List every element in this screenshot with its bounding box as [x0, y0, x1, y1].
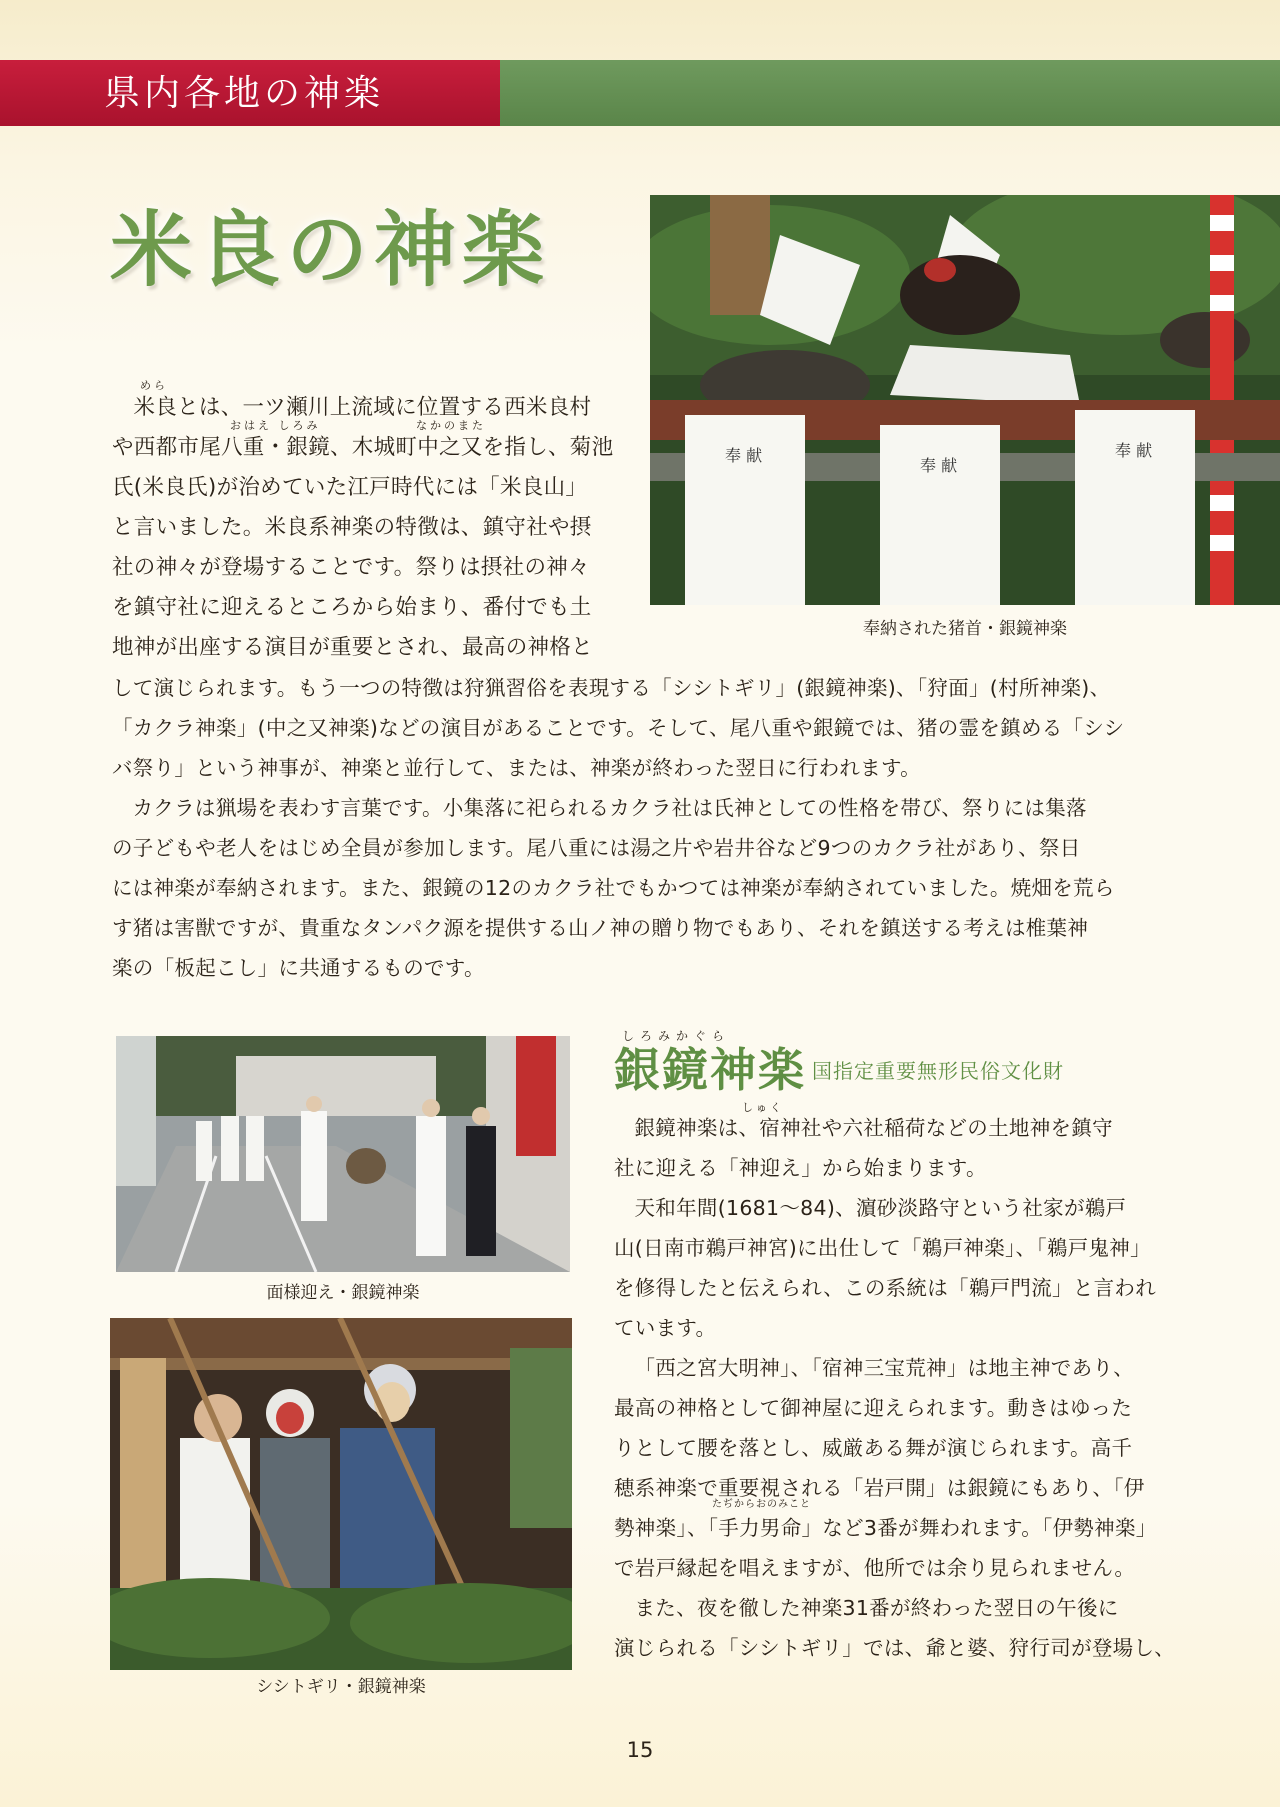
section-line: また、夜を徹した神楽31番が終わった翌日の午後に	[634, 1596, 1119, 1620]
section-line: ています。	[614, 1316, 717, 1340]
section-title: 銀鏡神楽	[614, 1043, 806, 1097]
header-title: 県内各地の神楽	[104, 73, 385, 114]
section-line: 「西之宮大明神」、「宿神三宝荒神」は地主神であり、	[634, 1356, 1134, 1380]
body-line: 「カクラ神楽」(中之又神楽)などの演目があることです。そして、尾八重や銀鏡では、猪の霊を鎮める「シシ	[112, 716, 1125, 740]
procession-photo-caption: 面様迎え・銀鏡神楽	[266, 1283, 420, 1303]
procession-photo	[116, 1036, 570, 1272]
intro-line: 氏(米良氏)が治めていた江戸時代には「米良山」	[112, 475, 588, 500]
section-line: 銀鏡神楽は、宿神社や六社稲荷などの土地神を鎮守	[634, 1116, 1113, 1140]
offering-tag-text: 奉 献	[920, 456, 958, 475]
section-line: 山(日南市鵜戸神宮)に出仕して「鵜戸神楽」、「鵜戸鬼神」	[614, 1236, 1151, 1260]
section-line: 穂系神楽で重要視される「岩戸開」は銀鏡にもあり、「伊	[614, 1476, 1145, 1500]
section-paragraph	[614, 1108, 1214, 1668]
section-line: 最高の神格として御神屋に迎えられます。動きはゆった	[614, 1396, 1133, 1420]
intro-line: 地神が出座する演目が重要とされ、最高の神格と	[112, 635, 593, 660]
body-line: には神楽が奉納されます。また、銀鏡の12のカクラ社でもかつては神楽が奉納されていました。焼畑を荒ら	[112, 876, 1115, 900]
boar-offering-photo	[650, 195, 1280, 605]
section-subtitle: 国指定重要無形民俗文化財	[812, 1059, 1064, 1083]
page-title: 米良の神楽	[110, 202, 551, 298]
section-line: を修得したと伝えられ、この系統は「鵜戸門流」と言われ	[614, 1276, 1157, 1300]
intro-line: や西都市尾八重・銀鏡、木城町中之又を指し、菊池	[112, 435, 614, 460]
intro-line: を鎮守社に迎えるところから始まり、番付でも土	[112, 595, 592, 620]
ruby-tajikaraonomikoto: たぢからおのみこと	[712, 1499, 811, 1510]
section-line: 社に迎える「神迎え」から始まります。	[614, 1156, 987, 1180]
shishitogiri-photo-caption: シシトギリ・銀鏡神楽	[256, 1677, 426, 1697]
ruby-ohae-shiromi: おはえ しろみ	[230, 419, 321, 432]
intro-line: 米良とは、一ツ瀬川上流域に位置する西米良村	[133, 395, 592, 420]
offering-tag-text: 奉 献	[1115, 441, 1153, 460]
section-line: 天和年間(1681〜84)、濵砂淡路守という社家が鵜戸	[634, 1196, 1127, 1220]
ruby-nakanomata: なかのまた	[416, 419, 486, 432]
body-line: の子どもや老人をはじめ全員が参加します。尾八重には湯之片や岩井谷など9つのカクラ社があり、祭日	[112, 836, 1081, 860]
intro-paragraph	[112, 388, 632, 668]
offering-tag-text: 奉 献	[725, 446, 763, 465]
shishitogiri-photo	[110, 1318, 572, 1670]
intro-line: 社の神々が登場することです。祭りは摂社の神々	[112, 555, 590, 580]
body-line: 楽の「板起こし」に共通するものです。	[112, 956, 485, 980]
ruby-shiromikagura: しろみかぐら	[622, 1029, 731, 1043]
section-line: りとして腰を落とし、威厳ある舞が演じられます。高千	[614, 1436, 1133, 1460]
body-line: す猪は害獣ですが、貴重なタンパク源を提供する山ノ神の贈り物でもあり、それを鎮送する考えは椎葉神	[112, 916, 1089, 940]
page-number: 15	[626, 1738, 654, 1762]
body-paragraph	[112, 668, 1212, 988]
intro-line: と言いました。米良系神楽の特徴は、鎮守社や摂	[112, 515, 592, 540]
boar-photo-caption: 奉納された猪首・銀鏡神楽	[863, 619, 1067, 639]
section-line: 勢神楽」、「手力男命」など3番が舞われます。「伊勢神楽」	[614, 1516, 1157, 1540]
section-line: 演じられる「シシトギリ」では、爺と婆、狩行司が登場し、	[614, 1636, 1176, 1660]
ruby-shuku: しゅく	[742, 1101, 784, 1114]
body-line: して演じられます。もう一つの特徴は狩猟習俗を表現する「シシトギリ」(銀鏡神楽)、「狩面」(村所神楽)、	[112, 676, 1111, 700]
body-line: カクラは猟場を表わす言葉です。小集落に祀られるカクラ社は氏神としての性格を帯び、祭りには集落	[132, 796, 1087, 820]
ruby-mera: めら	[140, 379, 168, 392]
header-band-green	[500, 60, 1280, 126]
body-line: バ祭り」という神事が、神楽と並行して、または、神楽が終わった翌日に行われます。	[112, 756, 921, 780]
section-line: で岩戸縁起を唱えますが、他所では余り見られません。	[614, 1556, 1136, 1580]
